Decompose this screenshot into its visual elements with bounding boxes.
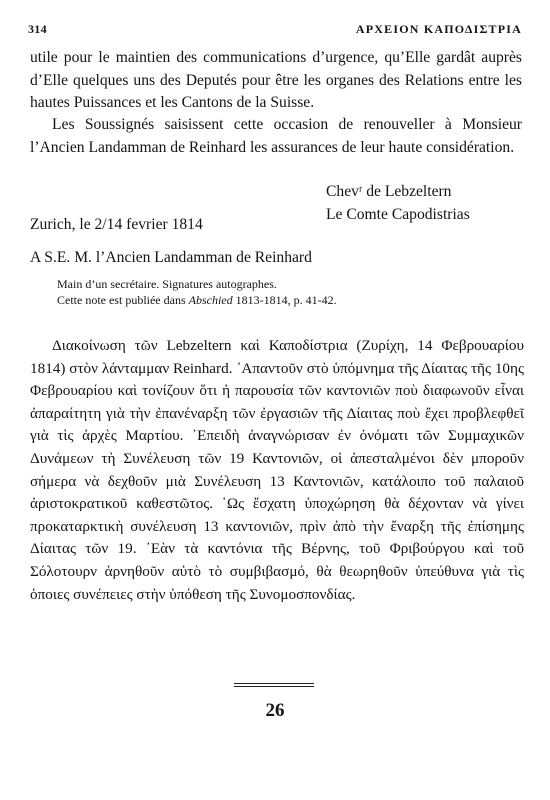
signature-block (326, 181, 470, 226)
addressee-line: A S.E. M. l’Ancien Landamman de Reinhard (30, 249, 312, 266)
note-line-2 (57, 293, 527, 309)
date-line: Zurich, le 2/14 fevrier 1814 (30, 216, 203, 233)
section-divider-lower (234, 686, 314, 687)
running-title: ΑΡΧΕΙΟΝ ΚΑΠΟΔΙΣΤΡΙΑ (355, 22, 522, 36)
editorial-notes (57, 277, 527, 308)
section-divider (234, 683, 314, 684)
greek-summary (30, 335, 524, 606)
note-prefix: Cette note est publiée dans (57, 292, 189, 307)
note-suffix: 1813-1814, p. 41-42. (232, 292, 337, 307)
letter-paragraph-2: Les Soussignés saisissent cette occasion de renouveller à Monsieur l’Ancien Landamman de Reinhard les assurances de leur haute considération. (30, 116, 522, 156)
signer-lebzeltern: Chevʳ de Lebzeltern (326, 183, 452, 200)
page-header (28, 22, 522, 38)
page-number: 314 (28, 22, 47, 36)
abschied-title: Abschied (188, 292, 233, 307)
signer-capodistrias: Le Comte Capodistrias (326, 205, 470, 223)
letter-paragraph-1: utile pour le maintien des communications d’urgence, qu’Elle gardât auprès d’Elle quelques uns des Deputés pour être les organes des Relations entre les hautes Puissances et les Cantons de la Suisse. (30, 49, 522, 111)
note-line-1: Main d’un secrétaire. Signatures autographes. (57, 277, 277, 291)
greek-summary-text: Διακοίνωση τῶν Lebzeltern καὶ Καποδίστρια (Ζυρίχη, 14 Φεβρουαρίου 1814) στὸν λάνταμμαν Reinhard. ᾿Απαντοῦν στὸ ὑπόμνημα τῆς Δίαιτας τῆς 10ης Φεβρουαρίου καὶ τονίζουν ὅτι ἡ παρουσία τῶν καντονιῶν ποὺ διαφωνοῦν εἶναι ἀπαραίτητη γιὰ τὴν ἐπανέναρξη τῶν ἐργασιῶν τῆς Δίαιτας ποὺ ἔχει προβλεφθεῖ γιὰ τὶς ἀρχὲς Μαρτίου. ᾿Επειδὴ ἀναγνώρισαν ἐν ὀνόματι τῶν Συμμαχικῶν Δυνάμεων τὴ Συνέλευση τῶν 19 Καντονιῶν, οἱ ἀπεσταλμένοι δὲν μποροῦν σήμερα νὰ δεχθοῦν μιὰ Συνέλευση 13 Καντονιῶν, κατάλοιπο τοῦ παλαιοῦ ἀριστοκρατικοῦ καθεστῶτος. ῾Ως ἔσχατη ὑποχώρηση θὰ δέχονταν νὰ γίνει προκαταρκτικὴ συνέλευση 13 καντονιῶν, πρὶν ἀπὸ τὴν ἔναρξη τῆς ἐπίσημης Δίαιτας τῶν 19. ᾿Εὰν τὰ καντόνια τῆς Βέρνης, τοῦ Φριβούργου καὶ τοῦ Σόλοτουρν ἀρνηθοῦν αὐτὸ τὸ συμβιβασμό, θὰ θεωρηθοῦν ὑπεύθυνα γιὰ τὶς ὁποιες συνέπειες στὴν ὑπόθεση τῆς Συνομοσπονδίας. (30, 337, 524, 603)
document-number: 26 (265, 700, 285, 721)
